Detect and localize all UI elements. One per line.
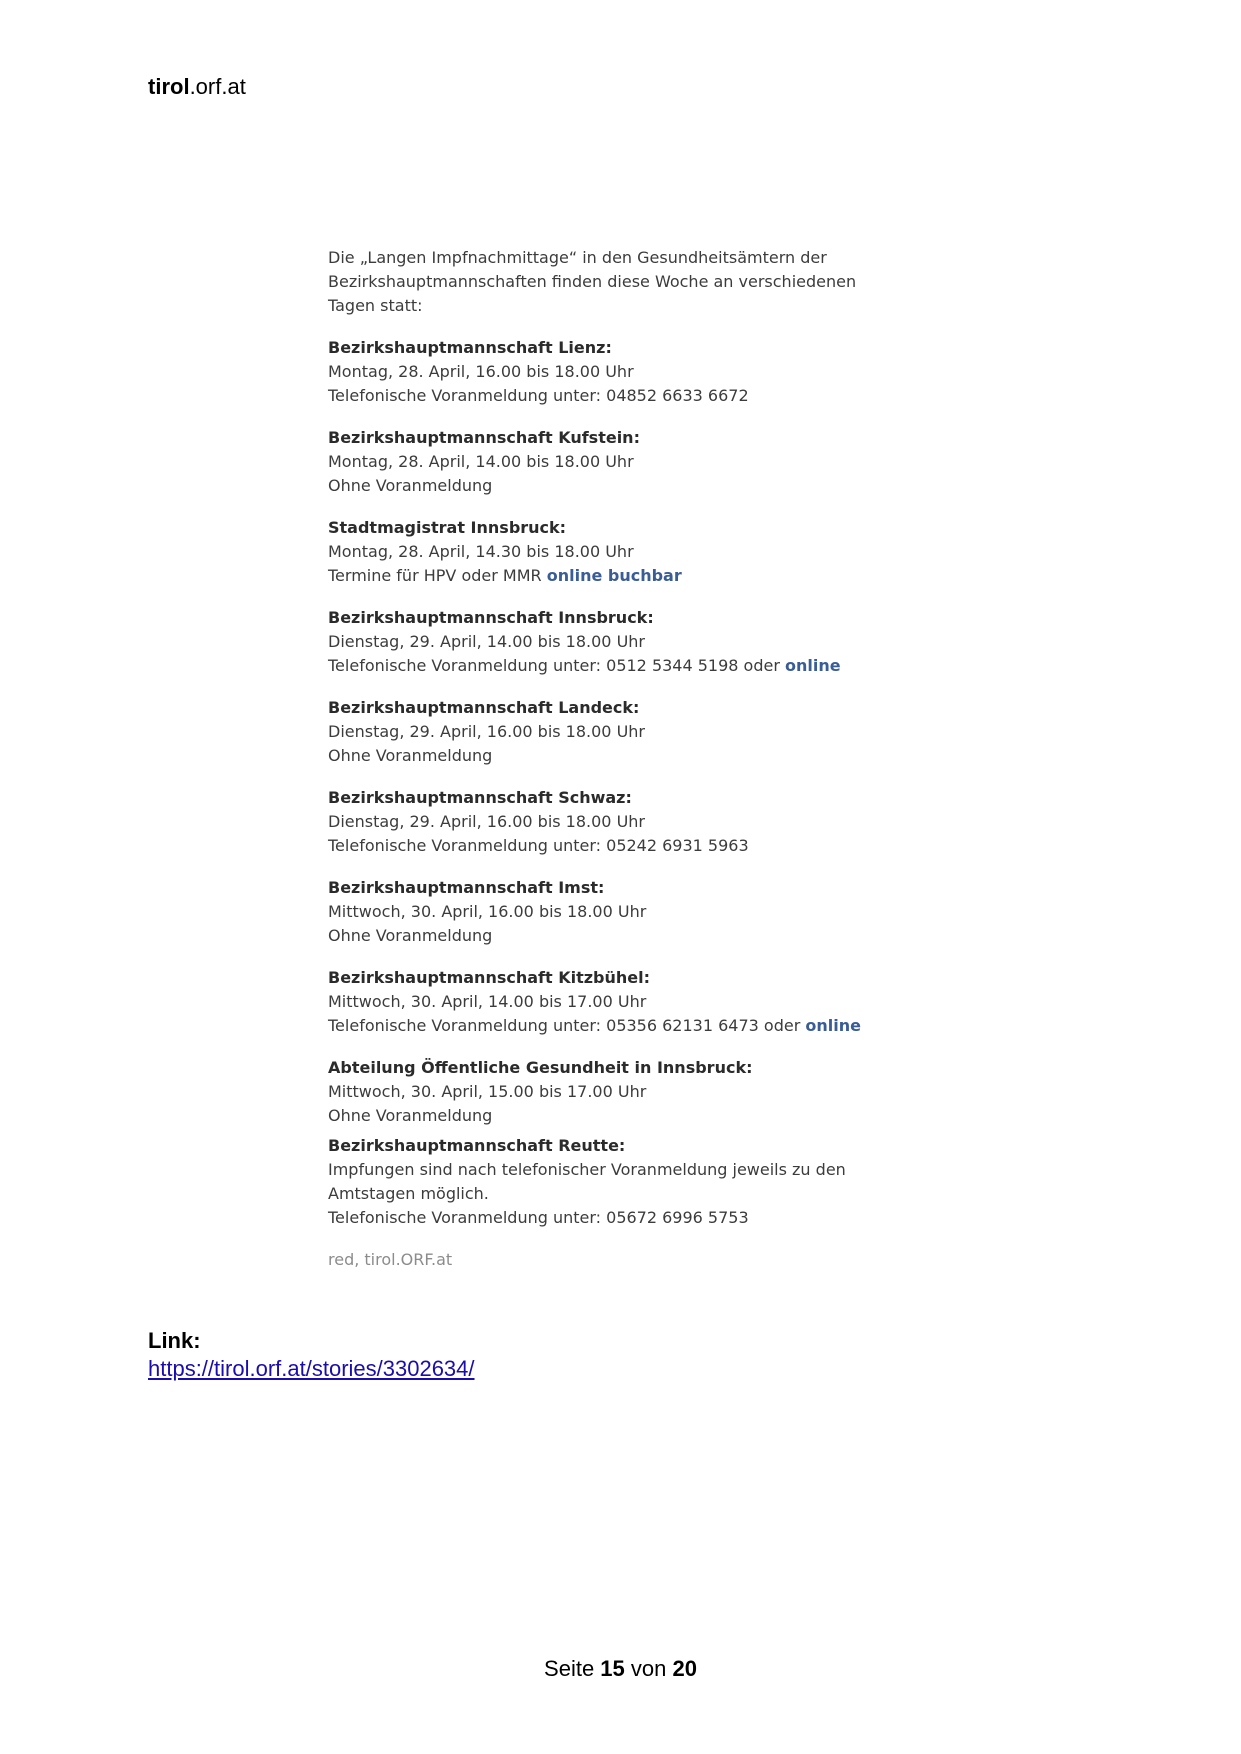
article-intro: Die „Langen Impfnachmittage“ in den Gesundheitsämtern der Bezirkshauptmannschaften finden diese Woche an verschiedenen Tagen statt: xyxy=(328,248,857,315)
entry-title: Bezirkshauptmannschaft Innsbruck: xyxy=(328,608,654,627)
schedule-entry-landeck xyxy=(328,696,908,768)
link-label: Link: xyxy=(148,1328,201,1353)
schedule-entry-oeffentliche-gesundheit xyxy=(328,1056,908,1128)
schedule-entry-stadtmagistrat-innsbruck xyxy=(328,516,908,588)
entry-note-line xyxy=(328,654,908,678)
entry-note: Telefonische Voranmeldung unter: 05672 6996 5753 xyxy=(328,1208,749,1227)
entry-note-line xyxy=(328,1014,908,1038)
entry-title: Bezirkshauptmannschaft Lienz: xyxy=(328,338,612,357)
entry-date: Mittwoch, 30. April, 16.00 bis 18.00 Uhr xyxy=(328,902,647,921)
online-link[interactable]: online xyxy=(805,1016,861,1035)
article-screenshot xyxy=(328,246,908,1272)
online-link[interactable]: online xyxy=(785,656,841,675)
entry-note: Ohne Voranmeldung xyxy=(328,476,493,495)
entry-note: Ohne Voranmeldung xyxy=(328,926,493,945)
entry-date: Mittwoch, 30. April, 14.00 bis 17.00 Uhr xyxy=(328,992,647,1011)
schedule-entry-schwaz xyxy=(328,786,908,858)
schedule-entry-kitzbuehel xyxy=(328,966,908,1038)
current-page-number: 15 xyxy=(600,1656,625,1681)
entry-note: Ohne Voranmeldung xyxy=(328,746,493,765)
schedule-entry-reutte xyxy=(328,1134,908,1230)
entry-title: Bezirkshauptmannschaft Schwaz: xyxy=(328,788,632,807)
story-url-link[interactable]: https://tirol.orf.at/stories/3302634/ xyxy=(148,1356,475,1381)
entry-title: Stadtmagistrat Innsbruck: xyxy=(328,518,567,537)
entry-title: Bezirkshauptmannschaft Imst: xyxy=(328,878,605,897)
total-page-number: 20 xyxy=(672,1656,697,1681)
site-name-rest: .orf.at xyxy=(189,74,246,99)
entry-title: Bezirkshauptmannschaft Kufstein: xyxy=(328,428,640,447)
entry-date: Montag, 28. April, 14.30 bis 18.00 Uhr xyxy=(328,542,634,561)
entry-note: Telefonische Voranmeldung unter: 04852 6633 6672 xyxy=(328,386,749,405)
entry-date: Dienstag, 29. April, 16.00 bis 18.00 Uhr xyxy=(328,722,645,741)
entry-note: Telefonische Voranmeldung unter: 0512 5344 5198 oder xyxy=(328,656,786,675)
page-footer xyxy=(0,1656,1241,1682)
schedule-entry-imst xyxy=(328,876,908,948)
schedule-entry-kufstein xyxy=(328,426,908,498)
entry-title: Bezirkshauptmannschaft Kitzbühel: xyxy=(328,968,651,987)
entry-title: Bezirkshauptmannschaft Landeck: xyxy=(328,698,640,717)
entry-note: Ohne Voranmeldung xyxy=(328,1106,493,1125)
entry-date: Montag, 28. April, 14.00 bis 18.00 Uhr xyxy=(328,452,634,471)
entry-date: Dienstag, 29. April, 14.00 bis 18.00 Uhr xyxy=(328,632,645,651)
entry-description: Impfungen sind nach telefonischer Voranmeldung jeweils zu den Amtstagen möglich. xyxy=(328,1160,846,1203)
article-source: red, tirol.ORF.at xyxy=(328,1250,453,1269)
footer-prefix: Seite xyxy=(544,1656,601,1681)
entry-date: Montag, 28. April, 16.00 bis 18.00 Uhr xyxy=(328,362,634,381)
entry-note: Termine für HPV oder MMR xyxy=(328,566,547,585)
entry-note: Telefonische Voranmeldung unter: 05242 6931 5963 xyxy=(328,836,749,855)
entry-date: Mittwoch, 30. April, 15.00 bis 17.00 Uhr xyxy=(328,1082,647,1101)
entry-date: Dienstag, 29. April, 16.00 bis 18.00 Uhr xyxy=(328,812,645,831)
entry-note-line xyxy=(328,564,908,588)
schedule-entry-innsbruck xyxy=(328,606,908,678)
entry-title: Bezirkshauptmannschaft Reutte: xyxy=(328,1136,626,1155)
schedule-entry-lienz xyxy=(328,336,908,408)
entry-title: Abteilung Öffentliche Gesundheit in Innsbruck: xyxy=(328,1058,753,1077)
site-name-bold: tirol xyxy=(148,74,190,99)
entry-note: Telefonische Voranmeldung unter: 05356 62131 6473 oder xyxy=(328,1016,806,1035)
site-header xyxy=(148,74,246,100)
online-booking-link[interactable]: online buchbar xyxy=(546,566,682,585)
footer-middle: von xyxy=(624,1656,673,1681)
